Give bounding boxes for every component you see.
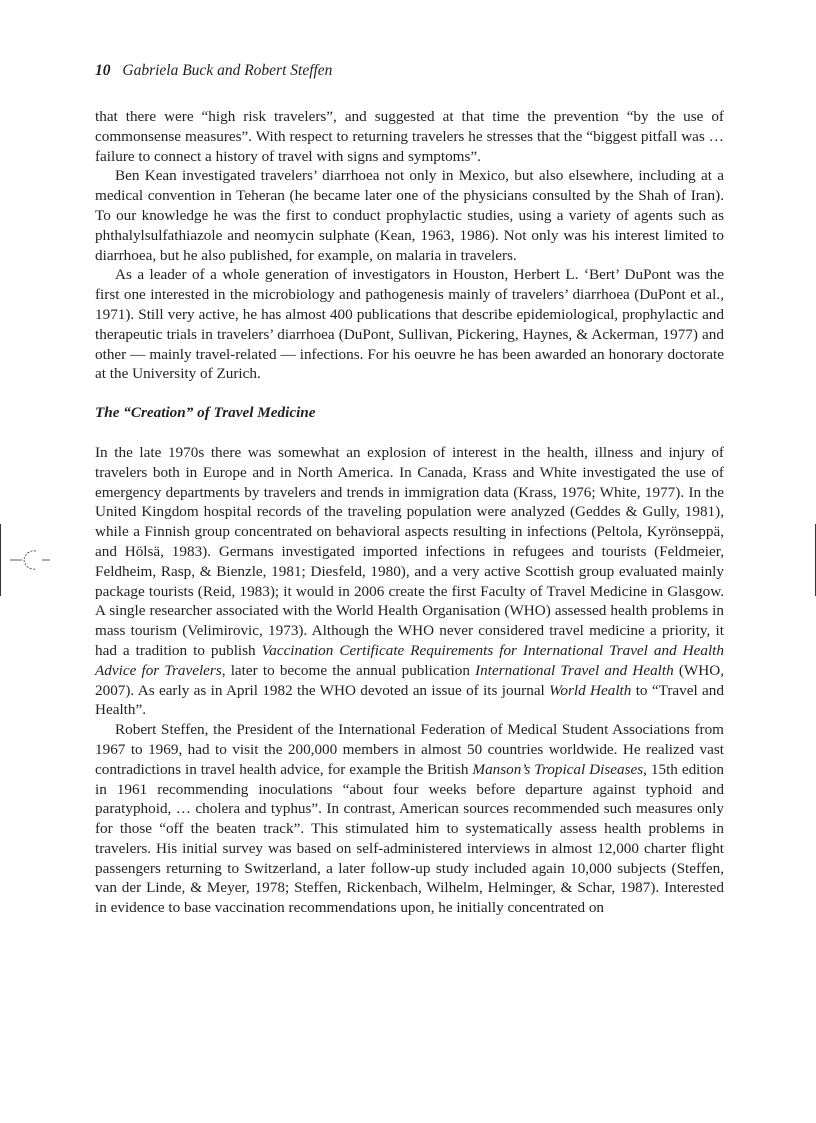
text-segment: As a leader of a whole generation of investigators in Houston, Herbert L. ‘Bert’ DuPont was the first one interested in the microbiology and pathogenesis mainly of travelers’ diarrhoea (DuPont et al., 1971). Still very active, he has almost 400 publications that describe epidemiological, prophylactic and therapeutic trials in travelers’ diarrhoea (DuPont, Sullivan, Pickering, Haynes, & Ackerman, 1977) and other — mainly travel-related — infections. For his oeuvre he has been awarded an honorary doctorate at the University of Zurich. <box>95 266 724 383</box>
paragraph <box>95 265 724 384</box>
paragraph <box>95 107 724 166</box>
running-head: Gabriela Buck and Robert Steffen <box>122 62 333 79</box>
italic-text: Vaccination Certificate Requirements for International Travel and Health Advice for Travelers <box>95 641 725 679</box>
text-segment: that there were “high risk travelers”, and suggested at that time the prevention “by the use of commonsense measures”. With respect to returning travelers he stresses that the “biggest pitfall was … failure to connect a history of travel with signs and symptoms”. <box>95 108 724 165</box>
page-number: 10 <box>95 62 111 79</box>
section-heading: The “Creation” of Travel Medicine <box>95 404 316 422</box>
text-segment: (WHO, 2007). As early as in April 1982 the WHO devoted an issue of its journal <box>95 661 724 699</box>
text-segment: , later to become the annual publication <box>221 661 476 679</box>
text-segment: Robert Steffen, the President of the International Federation of Medical Student Associations from 1967 to 1969, had to visit the 200,000 members in almost 50 countries worldwide. He realized vast contradictions in travel health advice, for example the British <box>95 721 724 778</box>
page-header <box>95 61 332 81</box>
paragraph <box>95 720 724 918</box>
text-segment: , 15th edition in 1961 recommending inoculations “about four weeks before departure against typhoid and paratyphoid, … cholera and typhus”. In contrast, American sources recommended such measures only for those “off the beaten track”. This stimulated him to systematically assess health problems in travelers. His initial survey was based on self-administered interviews in almost 12,000 charter flight passengers returning to Switzerland, a later follow-up study included again 10,000 subjects (Steffen, van der Linde, & Meyer, 1978; Steffen, Rickenbach, Wilhelm, Helminger, & Schar, 1987). Interested in evidence to base vaccination recommendations upon, he initially concentrated on <box>95 760 725 917</box>
italic-text: World Health <box>549 681 632 699</box>
text-segment: Ben Kean investigated travelers’ diarrhoea not only in Mexico, but also elsewhere, including at a medical convention in Teheran (he became later one of the physicians consulted by the Shah of Iran). To our knowledge he was the first to conduct prophylactic studies, using a variety of agents such as phthalylsulfathiazole and neomycin sulphate (Kean, 1963, 1986). Not only was his interest limited to diarrhoea, but he also published, for example, on malaria in travelers. <box>95 167 724 264</box>
italic-text: International Travel and Health <box>475 661 674 679</box>
paragraphs-before <box>95 107 724 384</box>
italic-text: Manson’s Tropical Diseases <box>472 760 644 778</box>
text-segment: In the late 1970s there was somewhat an explosion of interest in the health, illness and injury of travelers both in Europe and in North America. In Canada, Krass and White investigated the use of emergency departments by travelers and trends in immigration data (Krass, 1976; White, 1977). In the United Kingdom hospital records of the traveling population were analyzed (Geddes & Gully, 1981), while a Finnish group concentrated on behavioral aspects resulting in infections (Peltola, Kyrönseppä, and Hölsä, 1983). Germans investigated imported infections in refugees and tourists (Feldmeier, Feldheim, Rasp, & Bienzle, 1981; Diesfeld, 1980), and a very active Scottish group evaluated mainly package tourists (Reid, 1983); it would in 2006 create the first Faculty of Travel Medicine in Glasgow. A single researcher associated with the World Health Organisation (WHO) assessed health problems in mass tourism (Velimirovic, 1973). Although the WHO never considered travel medicine a priority, it had a tradition to publish <box>95 443 724 659</box>
paragraphs-after <box>95 443 724 918</box>
crop-mark-left <box>0 524 1 596</box>
paragraph <box>95 166 724 265</box>
registration-mark-icon <box>10 548 50 574</box>
body-text <box>95 107 724 918</box>
text-segment: to “Travel and Health”. <box>95 681 724 719</box>
paragraph <box>95 443 724 720</box>
